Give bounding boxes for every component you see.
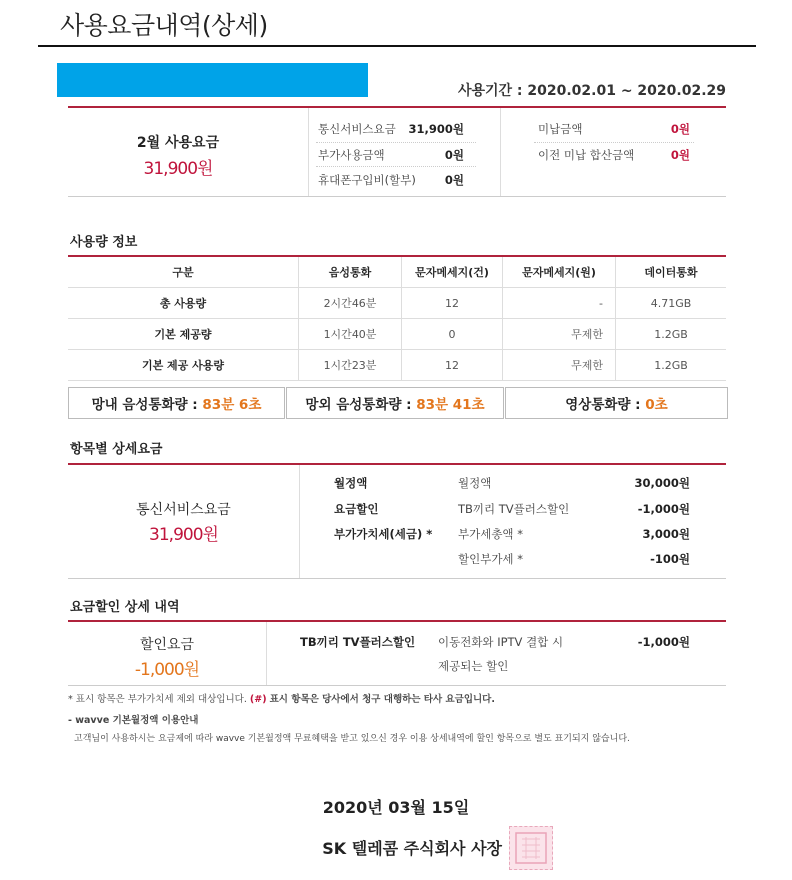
sms-won-cell: 무제한	[503, 319, 616, 350]
internal-call-label: 망내 음성통화량 :	[91, 397, 198, 413]
voice-cell: 2시간46분	[299, 288, 402, 319]
usage-header-row	[68, 256, 726, 288]
sms-count-cell: 12	[402, 288, 503, 319]
summary-divider-1	[308, 108, 309, 196]
discount-section-title: 요금할인 상세 내역	[70, 600, 180, 615]
detail-amount: -100원	[650, 552, 690, 566]
detail-item: 할인부가세 *	[458, 552, 523, 566]
internal-call-box	[68, 387, 285, 419]
issue-date: 2020년 03월 15일	[322, 798, 470, 817]
video-call-box	[505, 387, 728, 419]
discount-name: TB끼리 TV플러스할인	[300, 635, 416, 649]
service-fee-total: 31,900원	[149, 525, 218, 545]
row-header: 기본 제공량	[68, 319, 299, 350]
detail-item: TB끼리 TV플러스할인	[458, 502, 570, 516]
detail-section-title: 항목별 상세요금	[70, 442, 163, 457]
data-cell: 1.2GB	[616, 319, 727, 350]
summary-item-label: 부가사용금액	[318, 148, 385, 162]
sms-count-cell: 0	[402, 319, 503, 350]
discount-box	[68, 620, 726, 686]
prev-unpaid-value: 0원	[670, 148, 690, 162]
col-header: 구분	[68, 256, 299, 288]
row-header: 기본 제공 사용량	[68, 350, 299, 381]
detail-divider	[299, 465, 300, 578]
external-call-box	[286, 387, 504, 419]
detail-category: 요금할인	[334, 502, 379, 516]
col-header: 데이터통화	[616, 256, 727, 288]
external-call-label: 망외 음성통화량 :	[305, 397, 412, 413]
page-title: 사용요금내역(상세)	[60, 11, 268, 40]
table-row	[68, 350, 726, 381]
summary-dotted-line	[316, 166, 476, 167]
internal-call-value: 83분 6초	[202, 397, 262, 413]
note-vat-text: * 표시 항목은 부가가치세 제외 대상입니다.	[68, 694, 247, 705]
discount-total: -1,000원	[134, 660, 200, 680]
usage-period: 사용기간 : 2020.02.01 ~ 2020.02.29	[457, 83, 726, 99]
unpaid-value: 0원	[670, 122, 690, 136]
detail-item: 월정액	[458, 476, 492, 490]
sms-count-cell: 12	[402, 350, 503, 381]
discount-desc-line2: 제공되는 할인	[438, 659, 509, 673]
table-row	[68, 319, 726, 350]
detail-item: 부가세총액 *	[458, 527, 523, 541]
usage-section-title: 사용량 정보	[70, 235, 138, 250]
detail-category: 월정액	[334, 476, 368, 490]
row-header: 총 사용량	[68, 288, 299, 319]
discount-desc-line1: 이동전화와 IPTV 결합 시	[438, 635, 564, 649]
col-header: 음성통화	[299, 256, 402, 288]
detail-amount: 30,000원	[634, 476, 690, 490]
summary-box	[68, 106, 726, 197]
data-cell: 4.71GB	[616, 288, 727, 319]
col-header: 문자메세지(건)	[402, 256, 503, 288]
prev-unpaid-label: 이전 미납 합산금액	[538, 148, 635, 162]
note-line-2: - wavve 기본월정액 이용안내	[68, 715, 199, 726]
note-line-3: 고객님이 사용하시는 요금제에 따라 wavve 기본월정액 무료혜택을 받고 있으신 경우 이용 상세내역에 할인 항목으로 별도 표기되지 않습니다.	[74, 734, 630, 744]
note-line-1	[68, 691, 495, 705]
unpaid-dotted-line	[534, 142, 694, 143]
summary-item-label: 휴대폰구입비(할부)	[318, 173, 416, 187]
summary-item-label: 통신서비스요금	[318, 122, 396, 136]
sms-won-cell: -	[503, 288, 616, 319]
discount-divider	[266, 622, 267, 685]
data-cell: 1.2GB	[616, 350, 727, 381]
company-seal-icon	[509, 826, 553, 870]
note-mark: (#)	[249, 694, 267, 705]
detail-category: 부가가치세(세금) *	[334, 527, 433, 541]
service-fee-label: 통신서비스요금	[136, 502, 231, 518]
company-signature: SK 텔레콤 주식회사 사장	[322, 839, 502, 858]
note-thirdparty-text: 표시 항목은 당사에서 청구 대행하는 타사 요금입니다.	[269, 694, 495, 705]
summary-item-value: 31,900원	[408, 122, 464, 136]
voice-cell: 1시간23분	[299, 350, 402, 381]
detail-amount: -1,000원	[637, 502, 690, 516]
detail-amount: 3,000원	[642, 527, 690, 541]
detail-box	[68, 463, 726, 579]
summary-item-value: 0원	[444, 173, 464, 187]
month-usage-total: 31,900원	[143, 159, 213, 179]
title-divider	[38, 45, 756, 47]
usage-table	[68, 255, 726, 381]
sms-won-cell: 무제한	[503, 350, 616, 381]
summary-divider-2	[500, 108, 501, 196]
video-call-label: 영상통화량 :	[565, 397, 641, 413]
redacted-customer-info	[57, 63, 368, 97]
summary-dotted-line	[316, 142, 476, 143]
summary-item-value: 0원	[444, 148, 464, 162]
unpaid-label: 미납금액	[538, 122, 583, 136]
month-usage-label: 2월 사용요금	[136, 135, 220, 151]
col-header: 문자메세지(원)	[503, 256, 616, 288]
table-row	[68, 288, 726, 319]
external-call-value: 83분 41초	[416, 397, 485, 413]
discount-label: 할인요금	[139, 637, 195, 653]
video-call-value: 0초	[645, 397, 668, 413]
voice-cell: 1시간40분	[299, 319, 402, 350]
discount-amount: -1,000원	[637, 635, 690, 649]
